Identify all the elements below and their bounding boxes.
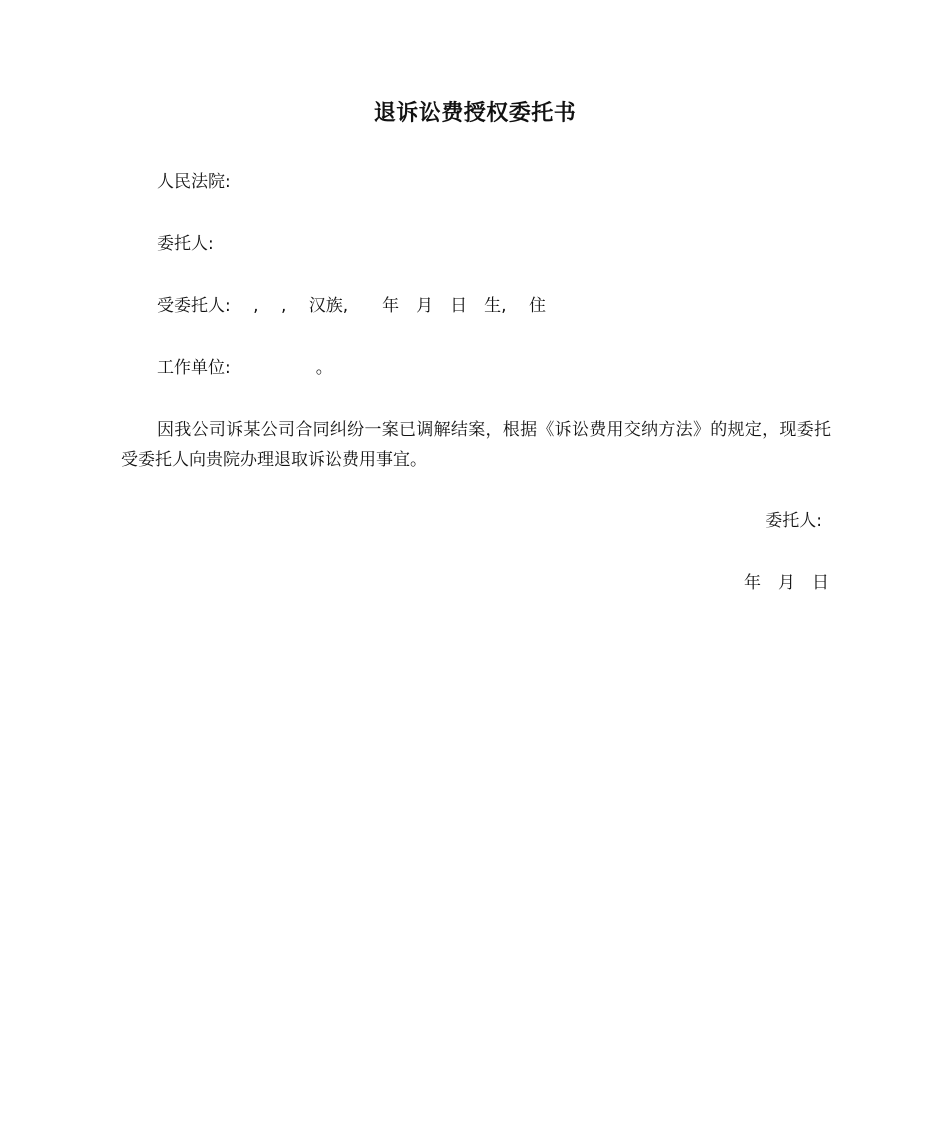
date-line: 年 月 日 [744,573,829,593]
court-line: 人民法院: [157,172,231,192]
document-title: 退诉讼费授权委托书 [373,101,577,126]
body-paragraph: 因我公司诉某公司合同纠纷一案已调解结案，根据《诉讼费用交纳方法》的规定，现委托受委托人向贵院办理退取诉讼费用事宜。 [121,420,831,470]
signature-label: 委托人: [765,511,822,531]
workplace-line: 工作单位: 。 [157,358,333,378]
agent-line: 受委托人: , , 汉族, 年 月 日 生, 住 [157,296,546,316]
principal-line: 委托人: [157,234,214,254]
